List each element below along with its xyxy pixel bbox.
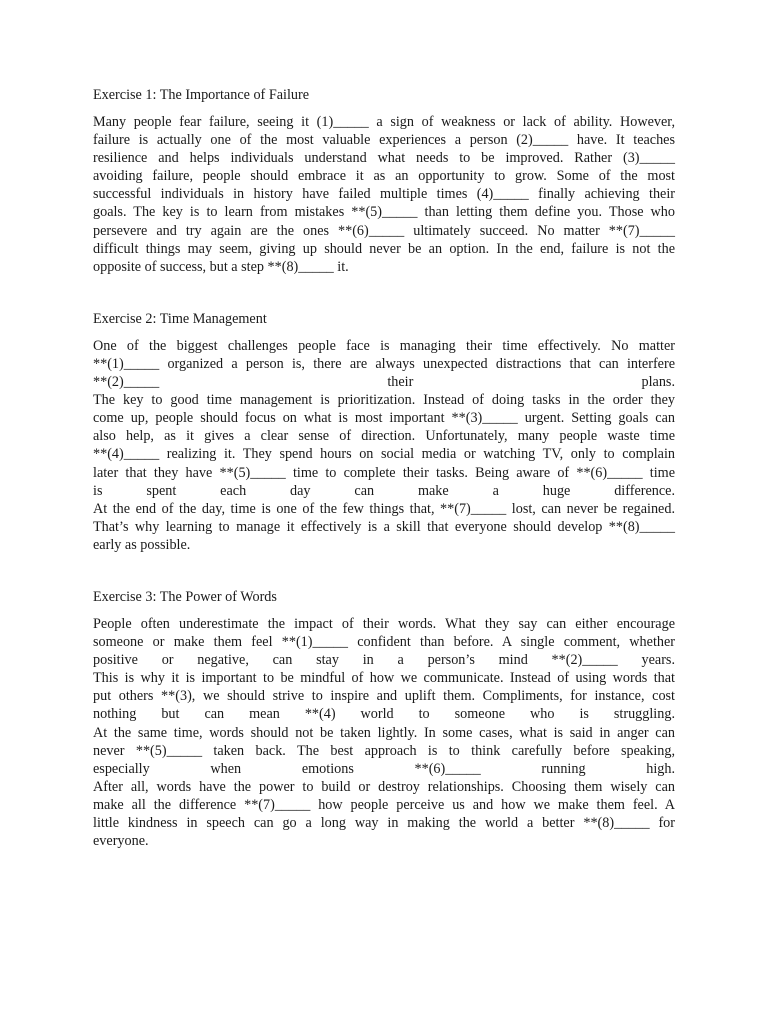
text-line: nothing but can mean **(4) world to someone who is struggling. [93, 706, 675, 723]
exercise-2-title: Exercise 2: Time Management [93, 310, 267, 327]
exercise-2 [93, 310, 675, 554]
text-line: also help, as it gives a clear sense of direction. Unfortunately, many people waste time [93, 428, 675, 445]
text-line: One of the biggest challenges people face is managing their time effectively. No matter [93, 337, 675, 354]
text-line: everyone. [93, 833, 149, 850]
text-line: make all the difference **(7)_____ how people perceive us and how we make them feel. A [93, 796, 675, 813]
text-line: little kindness in speech can go a long way in making the world a better **(8)_____ for [93, 815, 675, 831]
text-line: That’s why learning to manage it effectively is a skill that everyone should develop **(8)_____ [93, 518, 675, 535]
text-line: goals. The key is to learn from mistakes **(5)_____ than letting them define you. Those who [93, 204, 675, 221]
exercise-3-title: Exercise 3: The Power of Words [93, 588, 277, 605]
exercise-1 [93, 86, 675, 276]
text-line: early as possible. [93, 536, 191, 553]
text-line: At the same time, words should not be taken lightly. In some cases, what is said in anger can [93, 724, 675, 741]
text-line: **(4)_____ realizing it. They spend hours on social media or watching TV, only to complain [93, 446, 675, 463]
text-line: come up, people should focus on what is most important **(3)_____ urgent. Setting goals can [93, 410, 675, 427]
exercise-3-body [93, 615, 675, 850]
text-line: Many people fear failure, seeing it (1)_____ a sign of weakness or lack of ability. However, [93, 114, 675, 130]
text-line: is spent each day can make a huge difference. [93, 482, 675, 499]
exercise-3 [93, 588, 675, 850]
text-line: put others **(3), we should strive to inspire and uplift them. Compliments, for instance, cost [93, 688, 675, 705]
text-line: later that they have **(5)_____ time to complete their tasks. Being aware of **(6)_____ time [93, 464, 675, 481]
exercise-1-title: Exercise 1: The Importance of Failure [93, 87, 310, 103]
text-line: successful individuals in history have failed multiple times (4)_____ finally achieving their [93, 186, 675, 203]
text-line: persevere and try again are the ones **(6)_____ ultimately succeed. No matter **(7)_____ [93, 222, 675, 239]
text-line: **(1)_____ organized a person is, there are always unexpected distractions that can interfere [93, 355, 675, 372]
text-line: This is why it is important to be mindful of how we communicate. Instead of using words that [93, 670, 675, 687]
exercise-2-body [93, 337, 675, 554]
text-line: positive or negative, can stay in a person’s mind **(2)_____ years. [93, 652, 675, 669]
text-line: avoiding failure, people should embrace it as an opportunity to grow. Some of the most [93, 168, 675, 185]
text-line: The key to good time management is prioritization. Instead of doing tasks in the order they [93, 392, 675, 409]
text-line: People often underestimate the impact of their words. What they say can either encourage [93, 615, 675, 632]
text-line: difficult things may seem, giving up should never be an option. In the end, failure is not the [93, 240, 675, 257]
text-line: **(2)_____ their plans. [93, 374, 675, 391]
text-line: opposite of success, but a step **(8)_____ it. [93, 258, 349, 275]
text-line: After all, words have the power to build or destroy relationships. Choosing them wisely can [93, 778, 675, 795]
text-line: At the end of the day, time is one of the few things that, **(7)_____ lost, can never be regained. [93, 500, 675, 517]
text-line: someone or make them feel **(1)_____ confident than before. A single comment, whether [93, 634, 675, 651]
text-line: failure is actually one of the most valuable experiences a person (2)_____ have. It teaches [93, 132, 675, 149]
text-line: never **(5)_____ taken back. The best approach is to think carefully before speaking, [93, 742, 675, 759]
text-line: especially when emotions **(6)_____ running high. [93, 760, 675, 777]
text-line: resilience and helps individuals understand what needs to be improved. Rather (3)_____ [93, 150, 675, 167]
exercise-1-body [93, 113, 675, 276]
